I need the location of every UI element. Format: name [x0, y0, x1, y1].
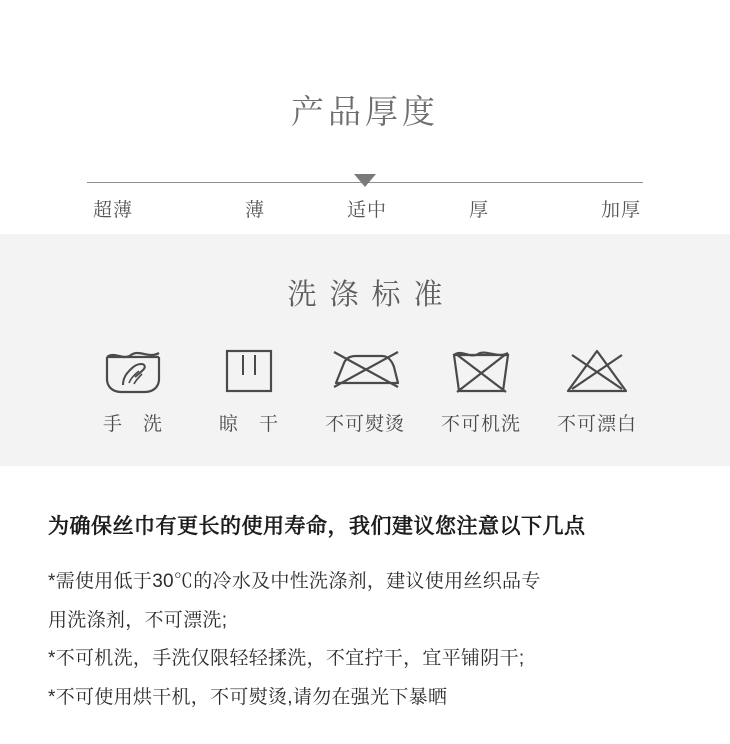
scale-label-ultra-thin: 超薄	[93, 200, 134, 221]
care-notes-heading: 为确保丝巾有更长的使用寿命，我们建议您注意以下几点	[48, 515, 586, 538]
thickness-scale	[87, 169, 643, 225]
washing-icon-item	[307, 339, 423, 436]
washing-icon-caption: 手 洗	[102, 414, 163, 435]
washing-icon-caption: 晾 干	[218, 414, 279, 435]
washing-icon-item	[75, 339, 191, 436]
thickness-title: 产品厚度	[291, 93, 439, 130]
triangle-down-icon	[354, 174, 376, 187]
washing-icon-item	[423, 339, 539, 436]
line-dry-icon	[191, 339, 307, 401]
care-notes-body	[48, 566, 682, 715]
do-not-machine-wash-icon	[423, 339, 539, 401]
care-note-line: *不可机洗，手洗仅限轻轻揉洗，不宜拧干，宜平铺阴干;	[48, 648, 525, 670]
care-notes-section	[0, 466, 730, 715]
washing-standard-title: 洗涤标准	[287, 279, 456, 311]
washing-icon-item	[539, 339, 655, 436]
scale-label-thin: 薄	[244, 200, 265, 221]
care-note-line: *不可使用烘干机，不可熨烫,请勿在强光下暴晒	[48, 687, 448, 709]
washing-icon-caption: 不可机洗	[440, 414, 521, 435]
thickness-section	[0, 0, 730, 234]
scale-label-extra-thick: 加厚	[600, 200, 641, 221]
scale-label-medium: 适中	[346, 200, 387, 221]
washing-standard-section	[0, 234, 730, 466]
washing-icon-caption: 不可熨烫	[324, 414, 405, 435]
washing-icon-caption: 不可漂白	[556, 414, 637, 435]
hand-wash-icon	[75, 339, 191, 401]
care-note-line: 用洗涤剂，不可漂洗;	[48, 609, 228, 631]
scale-label-row	[87, 195, 643, 222]
washing-icon-item	[191, 339, 307, 436]
do-not-bleach-icon	[539, 339, 655, 401]
do-not-iron-icon	[307, 339, 423, 401]
washing-icon-row	[0, 339, 730, 436]
care-note-line: *需使用低于30℃的冷水及中性洗涤剂，建议使用丝织品专	[48, 571, 541, 592]
scale-label-thick: 厚	[468, 200, 489, 221]
